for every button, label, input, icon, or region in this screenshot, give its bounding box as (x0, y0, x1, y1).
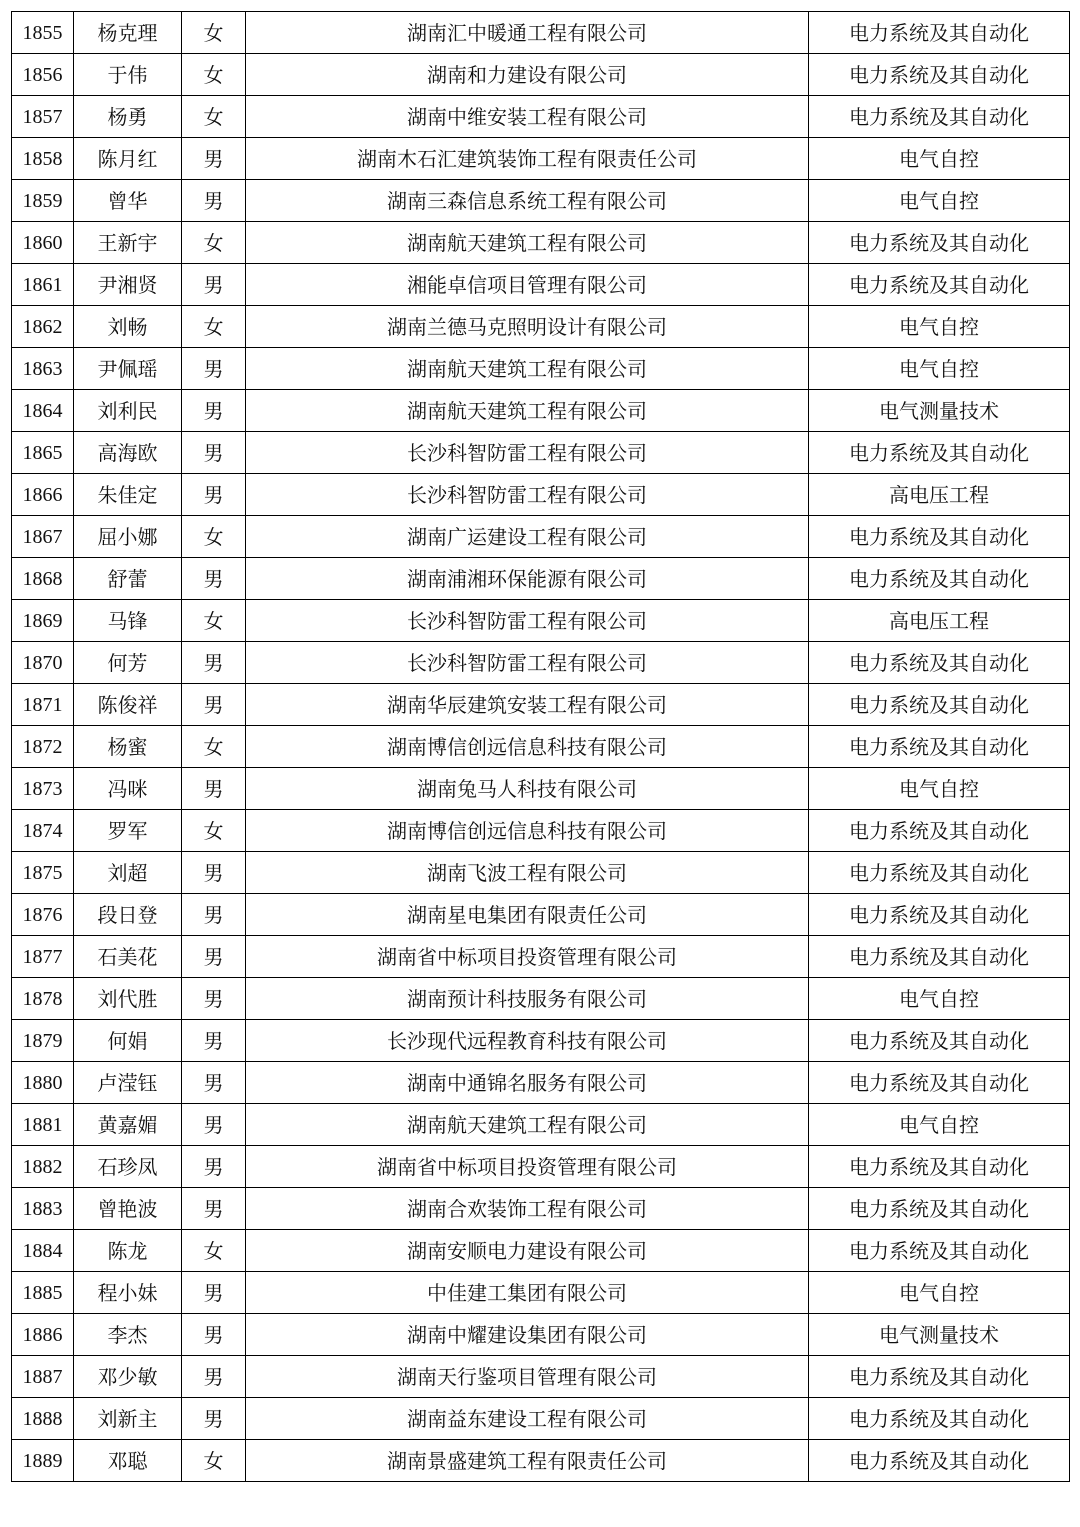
cell-major: 高电压工程 (809, 474, 1070, 516)
cell-major: 电力系统及其自动化 (809, 222, 1070, 264)
cell-name: 陈俊祥 (74, 684, 182, 726)
cell-name: 曾艳波 (74, 1188, 182, 1230)
cell-number: 1877 (12, 936, 74, 978)
cell-name: 冯咪 (74, 768, 182, 810)
table-row (12, 600, 1070, 642)
cell-company: 湖南航天建筑工程有限公司 (246, 1104, 809, 1146)
cell-name: 陈月红 (74, 138, 182, 180)
cell-name: 黄嘉媚 (74, 1104, 182, 1146)
cell-gender: 男 (182, 1104, 246, 1146)
cell-major: 电气自控 (809, 768, 1070, 810)
cell-major: 电气自控 (809, 348, 1070, 390)
cell-major: 电力系统及其自动化 (809, 1440, 1070, 1482)
cell-major: 电力系统及其自动化 (809, 432, 1070, 474)
cell-company: 湖南航天建筑工程有限公司 (246, 390, 809, 432)
cell-company: 湖南航天建筑工程有限公司 (246, 348, 809, 390)
cell-major: 电力系统及其自动化 (809, 1356, 1070, 1398)
cell-gender: 女 (182, 1230, 246, 1272)
cell-major: 电力系统及其自动化 (809, 852, 1070, 894)
table-row (12, 726, 1070, 768)
cell-name: 罗军 (74, 810, 182, 852)
cell-company: 湖南星电集团有限责任公司 (246, 894, 809, 936)
cell-company: 长沙科智防雷工程有限公司 (246, 600, 809, 642)
cell-company: 长沙现代远程教育科技有限公司 (246, 1020, 809, 1062)
cell-major: 高电压工程 (809, 600, 1070, 642)
table-row (12, 432, 1070, 474)
cell-number: 1879 (12, 1020, 74, 1062)
cell-gender: 男 (182, 474, 246, 516)
cell-number: 1882 (12, 1146, 74, 1188)
cell-major: 电力系统及其自动化 (809, 12, 1070, 54)
cell-company: 长沙科智防雷工程有限公司 (246, 432, 809, 474)
cell-major: 电力系统及其自动化 (809, 558, 1070, 600)
cell-company: 湖南省中标项目投资管理有限公司 (246, 936, 809, 978)
cell-number: 1862 (12, 306, 74, 348)
table-row (12, 12, 1070, 54)
cell-gender: 女 (182, 810, 246, 852)
cell-name: 刘新主 (74, 1398, 182, 1440)
cell-gender: 女 (182, 516, 246, 558)
cell-name: 曾华 (74, 180, 182, 222)
cell-name: 马锋 (74, 600, 182, 642)
table-row (12, 894, 1070, 936)
cell-gender: 男 (182, 1062, 246, 1104)
cell-major: 电力系统及其自动化 (809, 1230, 1070, 1272)
cell-number: 1855 (12, 12, 74, 54)
cell-name: 杨蜜 (74, 726, 182, 768)
cell-number: 1859 (12, 180, 74, 222)
cell-gender: 女 (182, 96, 246, 138)
cell-company: 长沙科智防雷工程有限公司 (246, 642, 809, 684)
cell-name: 石美花 (74, 936, 182, 978)
table-row (12, 1146, 1070, 1188)
cell-major: 电气自控 (809, 138, 1070, 180)
cell-name: 刘代胜 (74, 978, 182, 1020)
cell-number: 1865 (12, 432, 74, 474)
cell-gender: 女 (182, 600, 246, 642)
table-row (12, 222, 1070, 264)
cell-gender: 男 (182, 684, 246, 726)
cell-number: 1883 (12, 1188, 74, 1230)
cell-gender: 男 (182, 432, 246, 474)
table-row (12, 516, 1070, 558)
cell-major: 电力系统及其自动化 (809, 810, 1070, 852)
cell-name: 邓聪 (74, 1440, 182, 1482)
cell-company: 湖南合欢装饰工程有限公司 (246, 1188, 809, 1230)
cell-company: 湖南汇中暖通工程有限公司 (246, 12, 809, 54)
cell-name: 李杰 (74, 1314, 182, 1356)
cell-name: 程小妹 (74, 1272, 182, 1314)
cell-major: 电气自控 (809, 1104, 1070, 1146)
cell-major: 电力系统及其自动化 (809, 516, 1070, 558)
cell-major: 电力系统及其自动化 (809, 894, 1070, 936)
cell-gender: 男 (182, 1314, 246, 1356)
table-row (12, 852, 1070, 894)
cell-name: 杨勇 (74, 96, 182, 138)
cell-number: 1887 (12, 1356, 74, 1398)
cell-name: 尹湘贤 (74, 264, 182, 306)
table-row (12, 180, 1070, 222)
cell-gender: 女 (182, 306, 246, 348)
cell-gender: 男 (182, 894, 246, 936)
cell-major: 电力系统及其自动化 (809, 1188, 1070, 1230)
cell-name: 段日登 (74, 894, 182, 936)
cell-company: 湘能卓信项目管理有限公司 (246, 264, 809, 306)
cell-number: 1860 (12, 222, 74, 264)
table-row (12, 54, 1070, 96)
cell-gender: 女 (182, 1440, 246, 1482)
cell-gender: 女 (182, 222, 246, 264)
cell-company: 湖南华辰建筑安装工程有限公司 (246, 684, 809, 726)
cell-company: 湖南天行鉴项目管理有限公司 (246, 1356, 809, 1398)
cell-major: 电力系统及其自动化 (809, 1062, 1070, 1104)
cell-company: 湖南预计科技服务有限公司 (246, 978, 809, 1020)
table-row (12, 642, 1070, 684)
cell-number: 1864 (12, 390, 74, 432)
cell-company: 湖南浦湘环保能源有限公司 (246, 558, 809, 600)
cell-number: 1889 (12, 1440, 74, 1482)
cell-company: 湖南博信创远信息科技有限公司 (246, 810, 809, 852)
cell-name: 何芳 (74, 642, 182, 684)
cell-number: 1876 (12, 894, 74, 936)
table-row (12, 1272, 1070, 1314)
table-row (12, 348, 1070, 390)
table-row (12, 306, 1070, 348)
cell-major: 电气测量技术 (809, 1314, 1070, 1356)
cell-company: 长沙科智防雷工程有限公司 (246, 474, 809, 516)
table-row (12, 810, 1070, 852)
cell-gender: 男 (182, 1398, 246, 1440)
cell-major: 电力系统及其自动化 (809, 1398, 1070, 1440)
cell-major: 电力系统及其自动化 (809, 54, 1070, 96)
cell-gender: 男 (182, 348, 246, 390)
cell-number: 1858 (12, 138, 74, 180)
table-row (12, 1188, 1070, 1230)
cell-gender: 女 (182, 12, 246, 54)
cell-major: 电力系统及其自动化 (809, 726, 1070, 768)
cell-number: 1888 (12, 1398, 74, 1440)
cell-gender: 女 (182, 726, 246, 768)
table-row (12, 684, 1070, 726)
cell-company: 湖南景盛建筑工程有限责任公司 (246, 1440, 809, 1482)
cell-company: 湖南广运建设工程有限公司 (246, 516, 809, 558)
table-row (12, 96, 1070, 138)
cell-number: 1878 (12, 978, 74, 1020)
cell-name: 刘超 (74, 852, 182, 894)
cell-company: 湖南航天建筑工程有限公司 (246, 222, 809, 264)
cell-major: 电气自控 (809, 1272, 1070, 1314)
cell-gender: 男 (182, 1188, 246, 1230)
cell-number: 1866 (12, 474, 74, 516)
cell-number: 1885 (12, 1272, 74, 1314)
table-row (12, 978, 1070, 1020)
cell-major: 电力系统及其自动化 (809, 1146, 1070, 1188)
cell-gender: 男 (182, 768, 246, 810)
cell-number: 1875 (12, 852, 74, 894)
cell-company: 湖南省中标项目投资管理有限公司 (246, 1146, 809, 1188)
cell-major: 电气自控 (809, 306, 1070, 348)
table-row (12, 1356, 1070, 1398)
cell-number: 1870 (12, 642, 74, 684)
cell-number: 1869 (12, 600, 74, 642)
cell-number: 1872 (12, 726, 74, 768)
table-row (12, 936, 1070, 978)
cell-gender: 男 (182, 978, 246, 1020)
cell-name: 卢滢钰 (74, 1062, 182, 1104)
cell-major: 电力系统及其自动化 (809, 96, 1070, 138)
cell-number: 1857 (12, 96, 74, 138)
cell-name: 邓少敏 (74, 1356, 182, 1398)
cell-number: 1871 (12, 684, 74, 726)
cell-major: 电力系统及其自动化 (809, 1020, 1070, 1062)
cell-company: 湖南和力建设有限公司 (246, 54, 809, 96)
table-row (12, 1230, 1070, 1272)
cell-name: 高海欧 (74, 432, 182, 474)
cell-major: 电气自控 (809, 978, 1070, 1020)
cell-number: 1881 (12, 1104, 74, 1146)
roster-table-body (12, 12, 1070, 1482)
table-row (12, 474, 1070, 516)
table-row (12, 1314, 1070, 1356)
cell-number: 1856 (12, 54, 74, 96)
cell-gender: 男 (182, 852, 246, 894)
cell-name: 朱佳定 (74, 474, 182, 516)
cell-company: 湖南中通锦名服务有限公司 (246, 1062, 809, 1104)
cell-number: 1886 (12, 1314, 74, 1356)
cell-name: 刘畅 (74, 306, 182, 348)
cell-name: 杨克理 (74, 12, 182, 54)
cell-number: 1867 (12, 516, 74, 558)
cell-name: 尹佩瑶 (74, 348, 182, 390)
cell-company: 湖南中耀建设集团有限公司 (246, 1314, 809, 1356)
cell-name: 于伟 (74, 54, 182, 96)
cell-name: 陈龙 (74, 1230, 182, 1272)
cell-major: 电力系统及其自动化 (809, 642, 1070, 684)
cell-gender: 男 (182, 138, 246, 180)
table-row (12, 1020, 1070, 1062)
cell-number: 1868 (12, 558, 74, 600)
cell-company: 湖南木石汇建筑装饰工程有限责任公司 (246, 138, 809, 180)
cell-name: 屈小娜 (74, 516, 182, 558)
cell-major: 电气测量技术 (809, 390, 1070, 432)
cell-gender: 女 (182, 54, 246, 96)
cell-company: 湖南飞波工程有限公司 (246, 852, 809, 894)
cell-name: 刘利民 (74, 390, 182, 432)
table-row (12, 1440, 1070, 1482)
cell-name: 王新宇 (74, 222, 182, 264)
cell-number: 1880 (12, 1062, 74, 1104)
table-row (12, 558, 1070, 600)
cell-company: 湖南安顺电力建设有限公司 (246, 1230, 809, 1272)
cell-number: 1861 (12, 264, 74, 306)
cell-major: 电力系统及其自动化 (809, 684, 1070, 726)
cell-company: 湖南博信创远信息科技有限公司 (246, 726, 809, 768)
cell-number: 1884 (12, 1230, 74, 1272)
cell-gender: 男 (182, 264, 246, 306)
cell-company: 湖南中维安装工程有限公司 (246, 96, 809, 138)
cell-gender: 男 (182, 936, 246, 978)
table-row (12, 138, 1070, 180)
cell-number: 1863 (12, 348, 74, 390)
table-row (12, 768, 1070, 810)
cell-company: 湖南益东建设工程有限公司 (246, 1398, 809, 1440)
cell-gender: 男 (182, 558, 246, 600)
cell-name: 何娟 (74, 1020, 182, 1062)
cell-gender: 男 (182, 1356, 246, 1398)
cell-gender: 男 (182, 1146, 246, 1188)
table-row (12, 390, 1070, 432)
cell-name: 舒蕾 (74, 558, 182, 600)
cell-company: 中佳建工集团有限公司 (246, 1272, 809, 1314)
cell-major: 电力系统及其自动化 (809, 936, 1070, 978)
cell-gender: 男 (182, 180, 246, 222)
cell-gender: 男 (182, 642, 246, 684)
table-row (12, 1062, 1070, 1104)
roster-table (11, 11, 1070, 1482)
cell-number: 1874 (12, 810, 74, 852)
table-row (12, 264, 1070, 306)
cell-gender: 男 (182, 1020, 246, 1062)
cell-major: 电气自控 (809, 180, 1070, 222)
cell-number: 1873 (12, 768, 74, 810)
cell-name: 石珍凤 (74, 1146, 182, 1188)
cell-major: 电力系统及其自动化 (809, 264, 1070, 306)
cell-gender: 男 (182, 390, 246, 432)
cell-gender: 男 (182, 1272, 246, 1314)
table-row (12, 1104, 1070, 1146)
cell-company: 湖南兔马人科技有限公司 (246, 768, 809, 810)
cell-company: 湖南兰德马克照明设计有限公司 (246, 306, 809, 348)
table-row (12, 1398, 1070, 1440)
cell-company: 湖南三森信息系统工程有限公司 (246, 180, 809, 222)
